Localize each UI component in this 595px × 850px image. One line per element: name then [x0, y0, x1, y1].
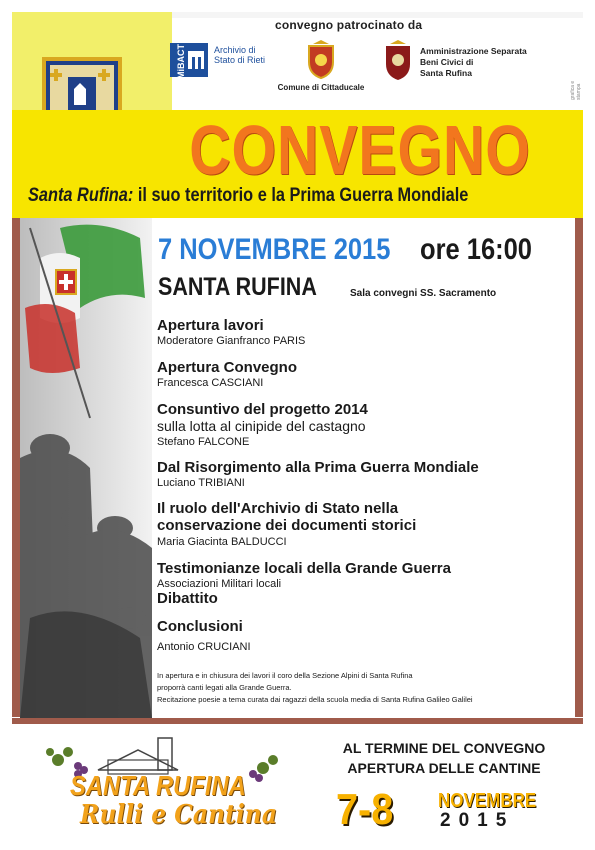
mibact-logo [170, 43, 265, 77]
subtitle [28, 185, 505, 207]
admin-logo [382, 40, 552, 85]
footer-year: 2015 [440, 810, 515, 831]
cantine-logo [38, 730, 288, 835]
program-item-speaker: Moderatore Gianfranco PARIS [157, 335, 306, 347]
program-item-title: Conclusioni [157, 618, 243, 635]
admin-label-line3: Santa Rufina [420, 68, 472, 78]
archivio-label: Archivio di Stato di Rieti [214, 45, 266, 65]
cantine-logo-sub: Rulli e Cantina [80, 800, 277, 830]
footer-month: NOVEMBRE [438, 790, 537, 812]
comune-label: Comune di Cittaducale [277, 83, 365, 92]
mibact-badge-text: MiBACT [176, 44, 186, 79]
admin-crest-icon [382, 40, 414, 82]
program-item-title: Il ruolo dell'Archivio di Stato nella [157, 500, 399, 517]
print-credit: grafica e stampa [570, 80, 582, 100]
admin-label [420, 46, 560, 79]
program-item-title: Consuntivo del progetto 2014 [157, 401, 368, 418]
cantine-logo-title: SANTA RUFINA [70, 770, 246, 801]
program-item-title-cont: conservazione dei documenti storici [157, 517, 417, 534]
program-item-title: Testimonianze locali della Grande Guerra [157, 560, 451, 577]
patronage-heading: convegno patrocinato da [275, 18, 423, 32]
mibact-badge [170, 43, 208, 77]
note-line: proporrà canti legati alla Grande Guerra. [157, 683, 292, 692]
subtitle-place: Santa Rufina: [28, 185, 134, 206]
footer-line1: AL TERMINE DEL CONVEGNO [342, 740, 546, 756]
crest-icon [301, 40, 341, 80]
footer-dates: 7-8 [336, 785, 394, 834]
event-venue: Sala convegni SS. Sacramento [350, 288, 497, 299]
building-icon [170, 43, 208, 77]
right-border [575, 210, 583, 717]
program-item-speaker: Stefano FALCONE [157, 436, 250, 448]
event-time: ore 16:00 [420, 233, 532, 266]
comune-logo [275, 40, 367, 95]
note-line: In apertura e in chiusura dei lavori il coro della Sezione Alpini di Santa Rufina [157, 671, 413, 680]
program-item-title: Apertura Convegno [157, 359, 298, 376]
program-item-speaker: Francesca CASCIANI [157, 377, 264, 389]
main-title: CONVEGNO [189, 111, 531, 189]
program-item-sub: sulla lotta al cinipide del castagno [157, 418, 366, 434]
program-item-speaker: Antonio CRUCIANI [157, 641, 251, 653]
admin-label-line1: Amministrazione Separata [420, 46, 527, 56]
program-item-speaker: Luciano TRIBIANI [157, 477, 245, 489]
footer-line2: APERTURA DELLE CANTINE [347, 760, 541, 776]
event-date: 7 NOVEMBRE 2015 [158, 233, 391, 266]
admin-label-line2: Beni Civici di [420, 57, 474, 67]
historic-photo [20, 218, 152, 718]
subtitle-topic: il suo territorio e la Prima Guerra Mondiale [137, 185, 469, 206]
program-item-speaker: Maria Giacinta BALDUCCI [157, 536, 287, 548]
program-item-title: Dal Risorgimento alla Prima Guerra Mondiale [157, 459, 479, 476]
note-line: Recitazione poesie a tema curata dai ragazzi della scuola media di Santa Rufina Galileo Galilei [157, 695, 473, 704]
program-item-title: Dibattito [157, 590, 218, 607]
program-item-title: Apertura lavori [157, 317, 264, 334]
program-item-speaker: Associazioni Militari locali [157, 578, 282, 590]
event-place: SANTA RUFINA [158, 273, 317, 301]
